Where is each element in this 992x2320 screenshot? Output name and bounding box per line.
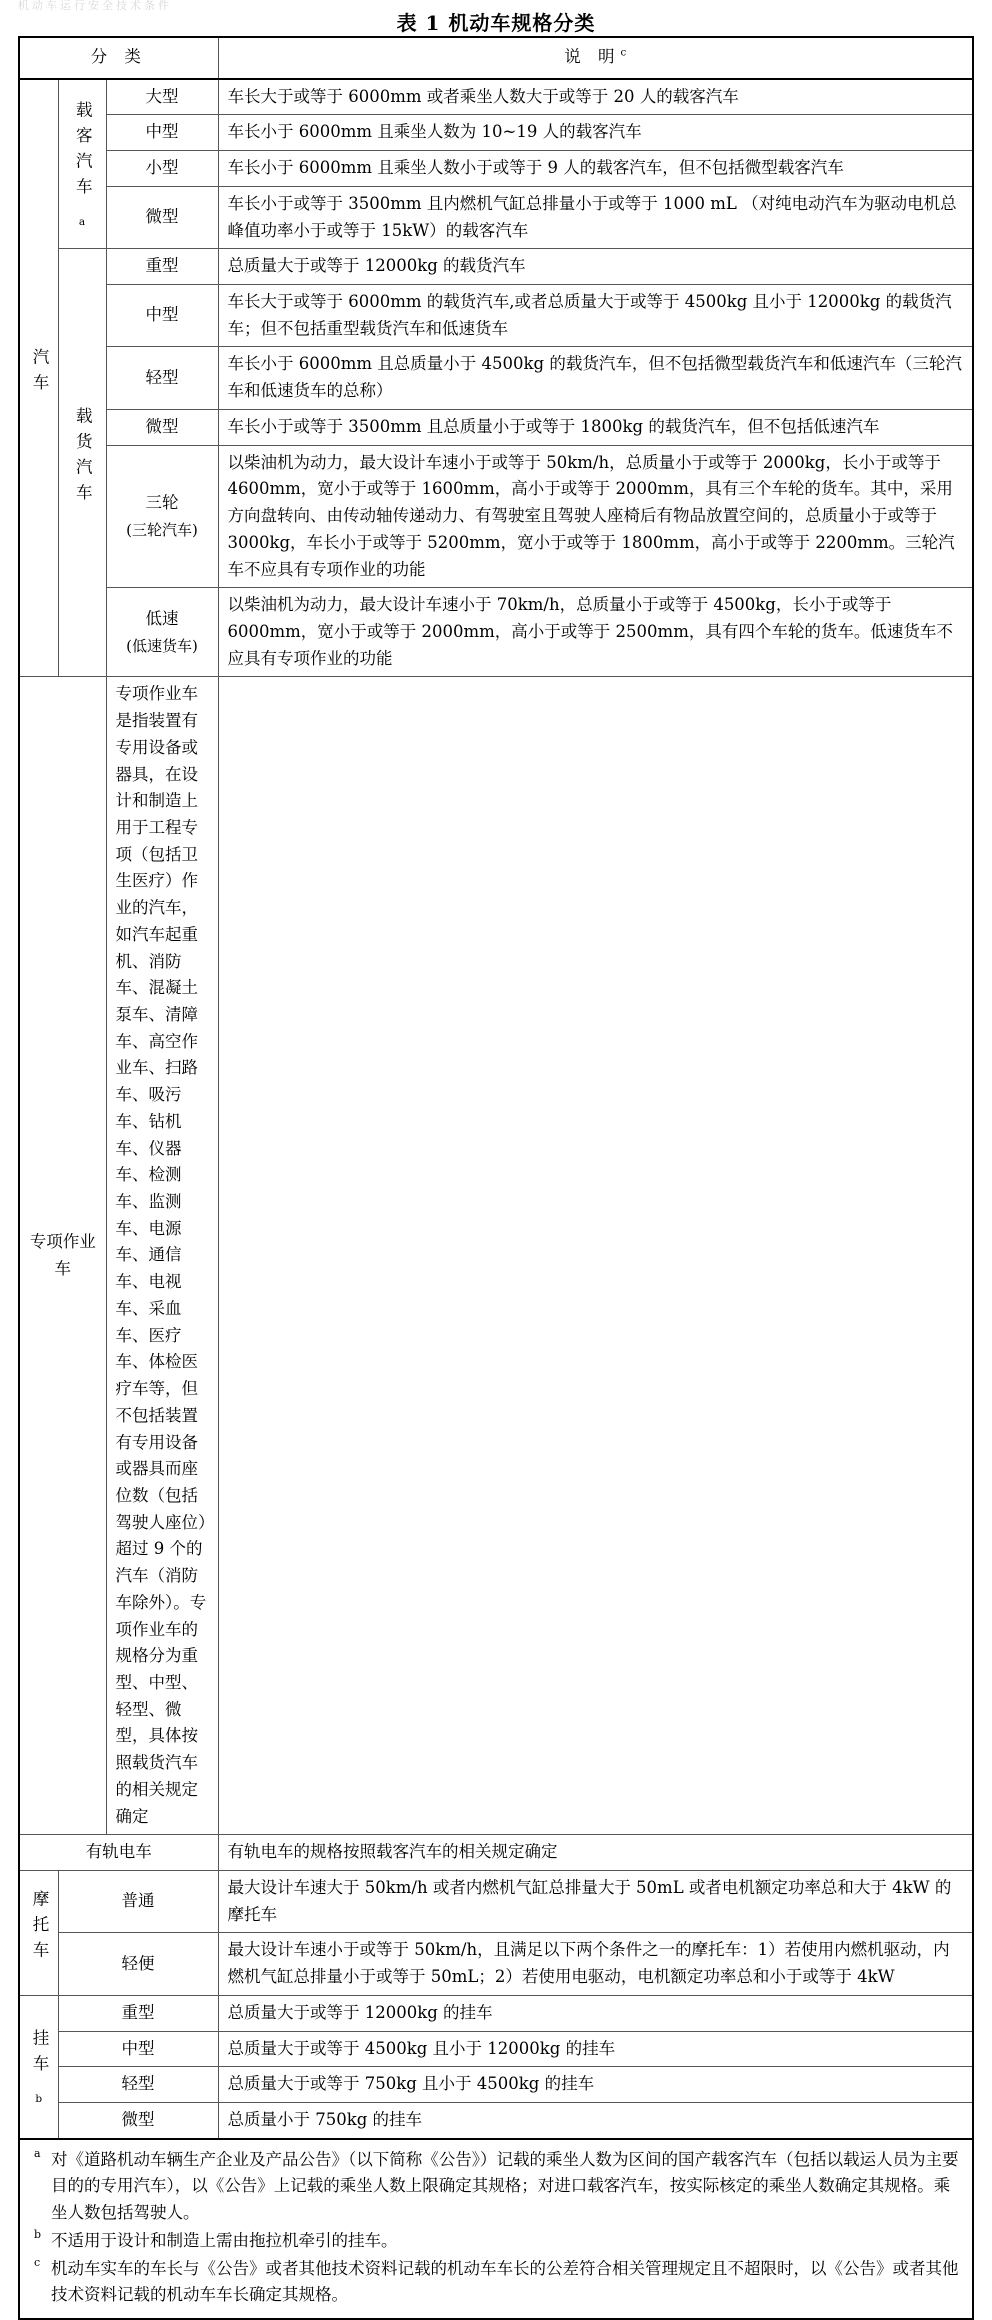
description-cell: 车长小于 6000mm 且总质量小于 4500kg 的载货汽车，但不包括微型载货汽车和低速汽车（三轮汽车和低速货车的总称） [218,347,973,409]
table-row [19,588,973,677]
subgroup-label-text: 载客汽车 [73,100,93,203]
description-cell: 专项作业车是指装置有专用设备或器具，在设计和制造上用于工程专项（包括卫生医疗）作业的汽车，如汽车起重机、消防车、混凝土泵车、清障车、高空作业车、扫路车、吸污车、钻机车、仪器车、检测车、监测车、电源车、通信车、电视车、采血车、医疗车、体检医疗车等，但不包括装置有专用设备或器具而座位数（包括驾驶人座位）超过 9 个的汽车（消防车除外）。专项作业车的规格分为重型、中型、轻型、微型，具体按照载货汽车的相关规定确定 [106,677,218,1835]
group-label-trailer [19,1995,58,2138]
description-cell: 车长小于 6000mm 且乘坐人数小于或等于 9 人的载客汽车，但不包括微型载客汽车 [218,151,973,187]
subgroup-label-passenger-vehicle [58,79,106,249]
table-container [18,36,974,2320]
size-label: 轻型 [58,2067,218,2103]
description-cell: 总质量大于或等于 12000kg 的载货汽车 [218,249,973,285]
table-row [19,2031,973,2067]
vehicle-specification-table [18,36,974,2320]
footnote-item [34,2147,960,2227]
table-row [19,2103,973,2139]
footnote-text: 对《道路机动车辆生产企业及产品公告》（以下简称《公告》）记载的乘坐人数为区间的国产载客汽车（包括以载运人员为主要目的的专用汽车），以《公告》上记载的乘坐人数上限确定其规格；对进口载客汽车，按实际核定的乘坐人数确定其规格。乘坐人数包括驾驶人。 [51,2149,959,2223]
description-cell: 最大设计车速大于 50km/h 或者内燃机气缸总排量大于 50mL 或者电机额定功率总和大于 4kW 的摩托车 [218,1871,973,1933]
description-cell: 以柴油机为动力，最大设计车速小于或等于 50km/h，总质量小于或等于 2000kg，长小于或等于 4600mm，宽小于或等于 1600mm，高小于或等于 2000mm，具有三个车轮的货车。其中，采用方向盘转向、由传动轴传递动力、有驾驶室且驾驶人座椅后有物品放置空间的，总质量小于或等于 3000kg，车长小于或等于 5200mm，宽小于或等于 1800mm，高小于或等于 2200mm。三轮汽车不应具有专项作业的功能 [218,445,973,588]
table-title: 表 1 机动车规格分类 [396,11,596,35]
size-label: 中型 [106,115,218,151]
footnote-marker: a [34,2146,41,2160]
footnote-item [34,2256,960,2309]
footnote-item [34,2228,960,2255]
size-label [106,588,218,677]
size-label: 大型 [106,79,218,115]
header-classification: 分 类 [19,37,218,79]
size-label-sub: (三轮汽车) [126,521,198,540]
special-purpose-vehicle-label: 专项作业车 [19,677,106,1835]
description-cell: 以柴油机为动力，最大设计车速小于 70km/h，总质量小于或等于 4500kg，长小于或等于 6000mm，宽小于或等于 2000mm，高小于或等于 2500mm，具有四个车轮的货车。低速货车不应具有专项作业的功能 [218,588,973,677]
size-label-main: 低速 [145,609,179,629]
size-label: 小型 [106,151,218,187]
size-label-main: 三轮 [145,493,179,513]
table-row [19,409,973,445]
group-label-automobile [19,79,58,677]
table-row [19,1995,973,2031]
table-row [19,151,973,187]
table-row [19,1933,973,1995]
size-label [106,445,218,588]
table-row [19,186,973,248]
description-cell: 车长小于 6000mm 且乘坐人数为 10~19 人的载客汽车 [218,115,973,151]
size-label: 重型 [58,1995,218,2031]
subgroup-label-text: 载货汽车 [73,407,93,510]
size-label: 微型 [106,409,218,445]
group-footnote-marker: b [35,2092,43,2105]
table-row-tram [19,1835,973,1871]
footnote-text: 机动车实车的车长与《公告》或者其他技术资料记载的机动车车长的公差符合相关管理规定且不超限时，以《公告》或者其他技术资料记载的机动车车长确定其规格。 [51,2258,959,2305]
subgroup-label-cargo-vehicle [58,249,106,677]
table-row [19,79,973,115]
table-row [19,249,973,285]
header-description-footnote-marker: c [620,47,627,59]
table-row [19,445,973,588]
footnote-marker: c [34,2255,41,2269]
description-cell: 车长大于或等于 6000mm 的载货汽车,或者总质量大于或等于 4500kg 且小于 12000kg 的载货汽车；但不包括重型载货汽车和低速货车 [218,285,973,347]
group-label-text: 挂车 [30,2029,49,2081]
size-label: 轻型 [106,347,218,409]
group-label-motorcycle [19,1871,58,1996]
size-label: 微型 [58,2103,218,2139]
table-row-special-purpose-vehicle [19,677,973,1835]
footnotes-cell [19,2139,973,2319]
group-label-text: 摩托车 [30,1890,49,1967]
subgroup-footnote-marker: a [78,215,86,228]
size-label-sub: (低速货车) [126,637,198,655]
table-header-row [19,37,973,79]
table-row [19,347,973,409]
description-cell: 车长大于或等于 6000mm 或者乘坐人数大于或等于 20 人的载客汽车 [218,79,973,115]
table-row [19,2067,973,2103]
description-cell: 总质量大于或等于 12000kg 的挂车 [218,1995,973,2031]
description-cell: 总质量小于 750kg 的挂车 [218,2103,973,2139]
description-cell: 车长小于或等于 3500mm 且总质量小于或等于 1800kg 的载货汽车，但不包括低速汽车 [218,409,973,445]
size-label: 重型 [106,249,218,285]
table-row [19,1871,973,1933]
size-label: 中型 [58,2031,218,2067]
description-cell: 有轨电车的规格按照载客汽车的相关规定确定 [218,1835,973,1871]
description-cell: 总质量大于或等于 4500kg 且小于 12000kg 的挂车 [218,2031,973,2067]
table-footnotes-row [19,2139,973,2319]
description-cell: 最大设计车速小于或等于 50km/h，且满足以下两个条件之一的摩托车：1）若使用内燃机驱动，内燃机气缸总排量小于或等于 50mL；2）若使用电驱动，电机额定功率总和小于或等于 4kW [218,1933,973,1995]
group-label-text: 汽车 [30,348,49,400]
header-description [218,37,973,79]
tram-label: 有轨电车 [19,1835,218,1871]
table-row [19,115,973,151]
size-label: 普通 [58,1871,218,1933]
size-label: 微型 [106,186,218,248]
size-label: 中型 [106,285,218,347]
footnote-text: 不适用于设计和制造上需由拖拉机牵引的挂车。 [51,2230,398,2250]
description-cell: 车长小于或等于 3500mm 且内燃机气缸总排量小于或等于 1000 mL （对纯电动汽车为驱动电机总峰值功率小于或等于 15kW）的载客汽车 [218,186,973,248]
header-description-label: 说 明 [564,47,621,66]
cut-off-running-header: 机动车运行安全技术条件 [18,0,172,12]
description-cell: 总质量大于或等于 750kg 且小于 4500kg 的挂车 [218,2067,973,2103]
footnote-marker: b [34,2227,42,2241]
size-label: 轻便 [58,1933,218,1995]
table-row [19,285,973,347]
